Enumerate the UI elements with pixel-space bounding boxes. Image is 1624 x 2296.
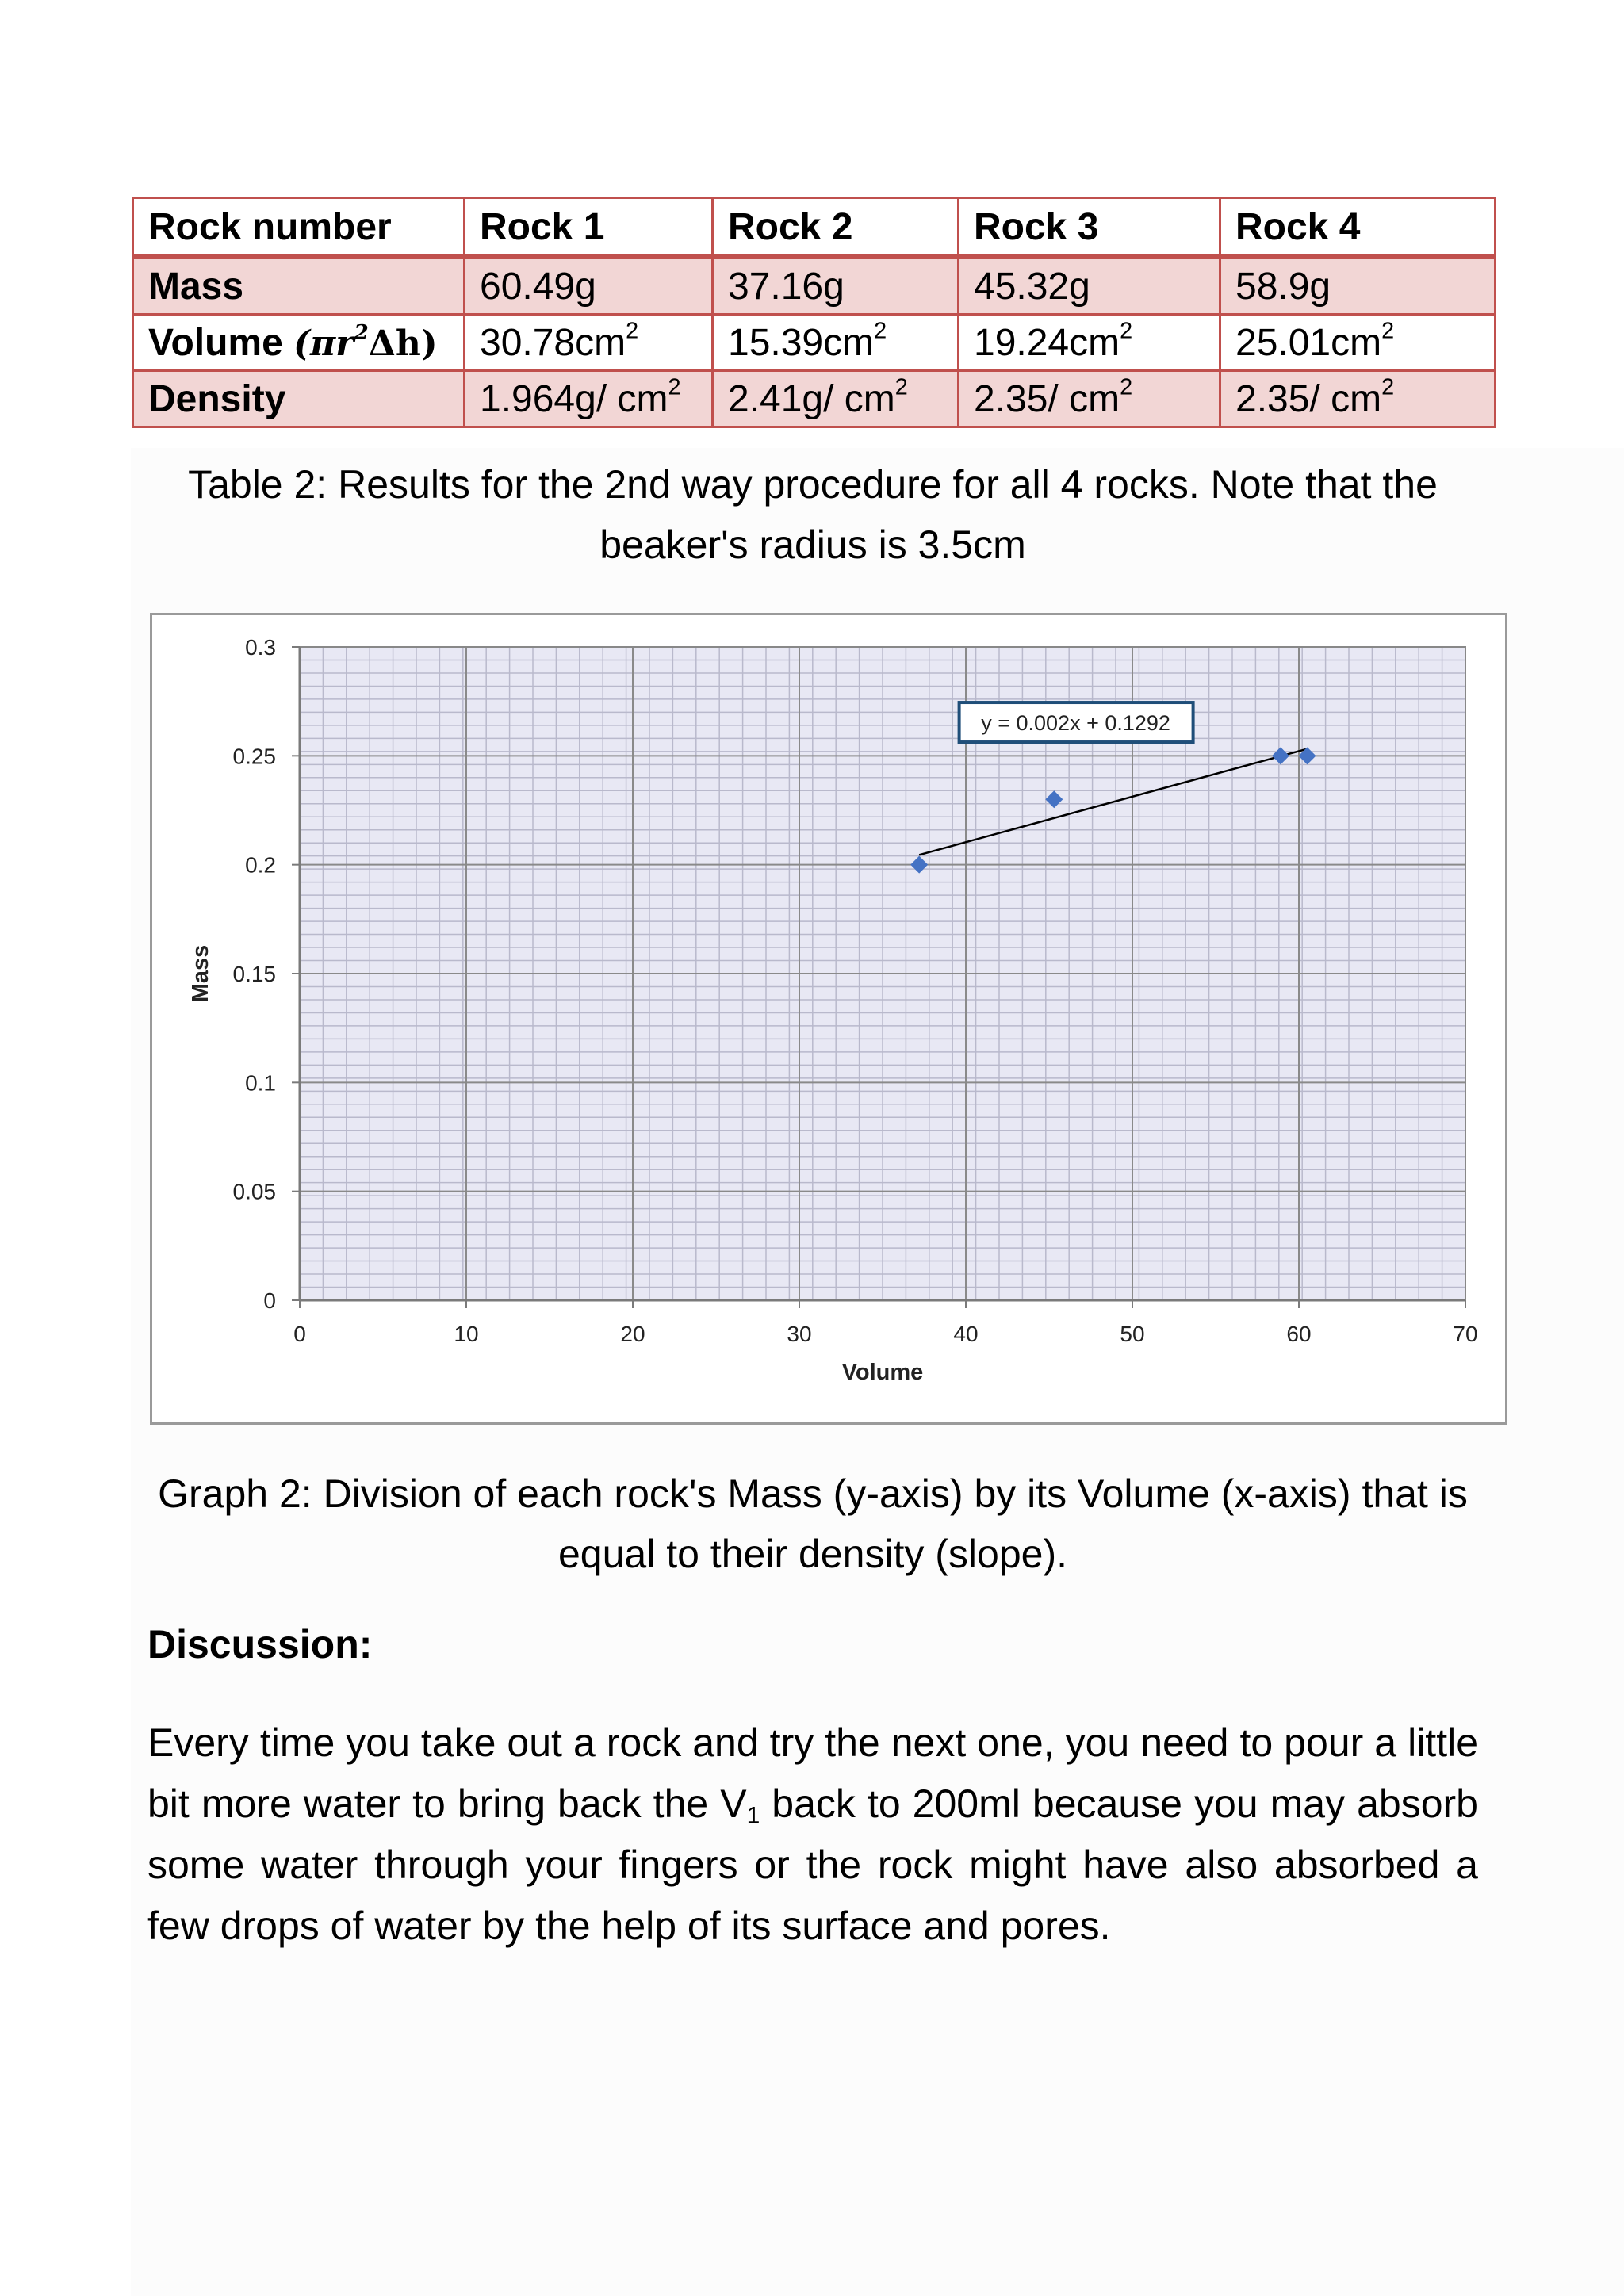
header-cell: Rock 3 [959,198,1220,258]
trendline-equation: y = 0.002x + 0.1292 [981,711,1170,736]
table-cell: $15.39cm^2$ [713,315,959,371]
table-cell: 2.35/ $cm^2$ [959,371,1220,427]
discussion-heading: Discussion: [147,1622,373,1667]
y-tick-label: 0.25 [232,744,276,769]
x-tick-label: 70 [1453,1322,1478,1346]
y-tick-label: 0 [263,1288,276,1313]
header-cell: Rock 1 [465,198,713,258]
scatter-chart [152,615,1505,1422]
table-cell: 37.16g [713,257,959,315]
header-cell: Rock 4 [1220,198,1496,258]
table-cell: $19.24cm^2$ [959,315,1220,371]
table-row-density [133,371,1496,427]
results-table [132,197,1496,428]
table-cell: 2.35/ $cm^2$ [1220,371,1496,427]
y-tick-label: 0.2 [245,852,276,878]
table-row-mass [133,257,1496,315]
row-label: Density [133,371,465,427]
table-row-volume [133,315,1496,371]
graph-caption: Graph 2: Division of each rock's Mass (y-axis) by its Volume (x-axis) that is equal to their density (slope). [158,1471,1468,1576]
table-header-row [133,198,1496,258]
x-tick-label: 10 [454,1322,479,1346]
table-caption: Table 2: Results for the 2nd way procedure for all 4 rocks. Note that the beaker's radius is 3.5cm [188,462,1438,567]
x-tick-label: 50 [1120,1322,1145,1346]
x-tick-label: 60 [1286,1322,1312,1346]
y-axis-title: Mass [188,944,213,1003]
header-cell: Rock number [133,198,465,258]
y-tick-label: 0.3 [245,635,276,660]
row-label [133,315,465,371]
x-axis-title: Volume [841,1360,924,1385]
volume-label: Volume [148,321,283,364]
table-cell: 2.41g/ $cm^2$ [713,371,959,427]
table-cell: $30.78cm^2$ [465,315,713,371]
y-tick-label: 0.15 [232,962,276,986]
chart-frame [150,613,1507,1425]
table-cell: 45.32g [959,257,1220,315]
discussion-paragraph: Every time you take out a rock and try the next one, you need to pour a little bit more water to bring back the $V_1$ back to 200ml because you may absorb some water through your fingers or the rock might have also absorbed a few drops of water by the help of its surface and pores. [147,1720,1478,1948]
x-tick-label: 0 [293,1322,306,1346]
table-cell: $25.01cm^2$ [1220,315,1496,371]
row-label: Mass [133,257,465,315]
header-cell: Rock 2 [713,198,959,258]
volume-formula: $(\pi r^2\Delta h)$ [293,320,438,364]
y-tick-label: 0.05 [232,1179,276,1204]
x-tick-label: 30 [787,1322,812,1346]
x-tick-label: 20 [620,1322,645,1346]
table-cell: 58.9g [1220,257,1496,315]
x-tick-label: 40 [953,1322,979,1346]
table-cell: 60.49g [465,257,713,315]
y-tick-label: 0.1 [245,1070,276,1096]
table-cell: 1.964g/ $cm^2$ [465,371,713,427]
